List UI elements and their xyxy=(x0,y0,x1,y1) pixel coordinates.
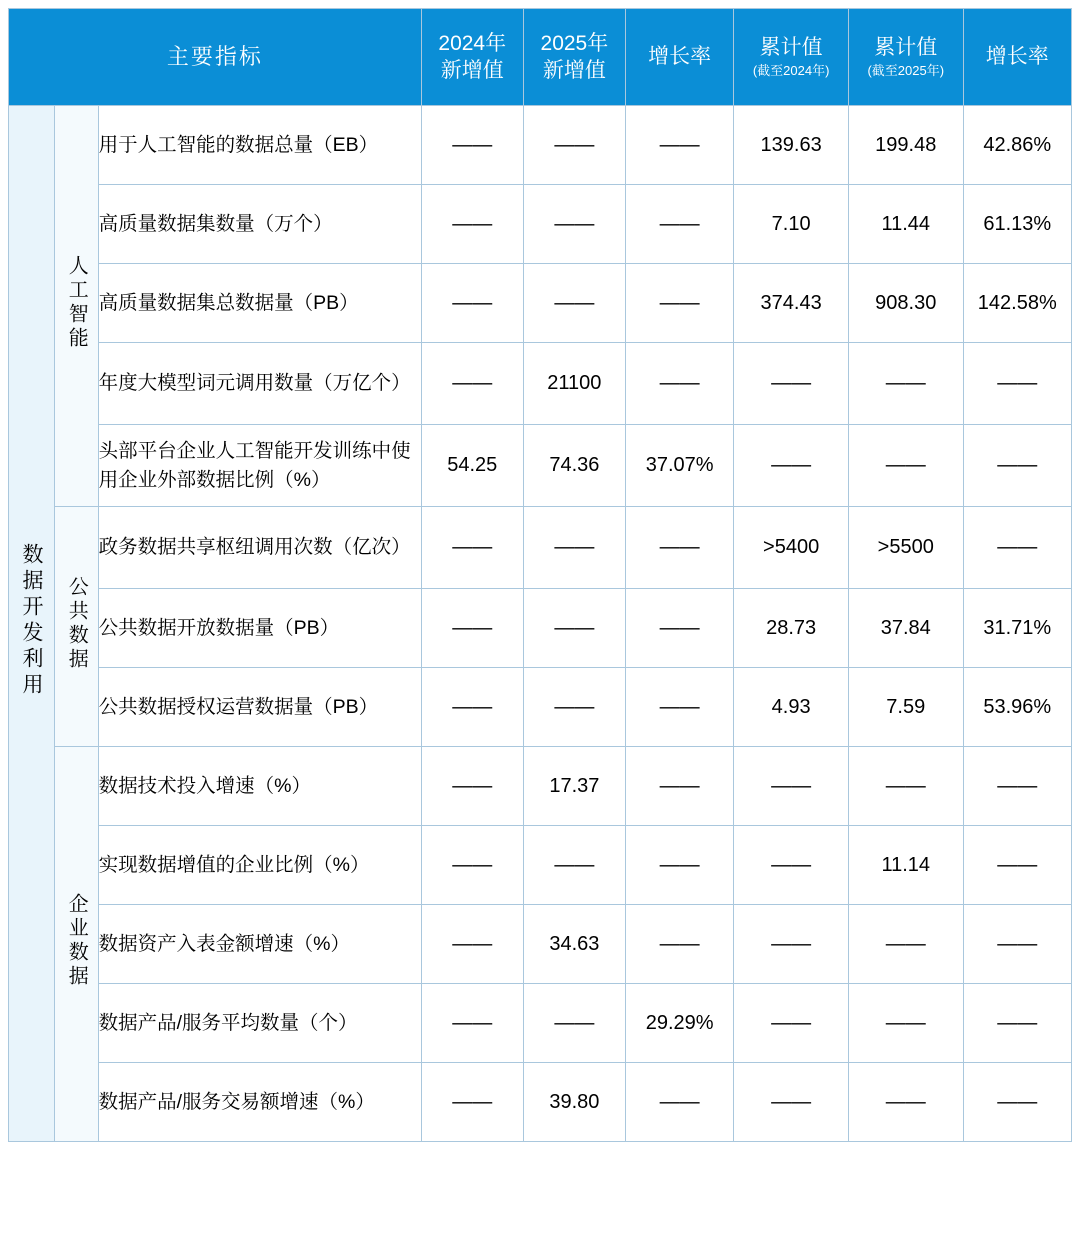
cell-growth-cumulative: —— xyxy=(963,425,1071,507)
cell-new-2024: —— xyxy=(421,984,523,1063)
cell-cumulative-2025: 11.44 xyxy=(848,185,963,264)
cell-new-2024: —— xyxy=(421,264,523,343)
cell-new-2024: —— xyxy=(421,747,523,826)
cell-cumulative-2025: —— xyxy=(848,747,963,826)
cell-cumulative-2025: 908.30 xyxy=(848,264,963,343)
cell-cumulative-2025: >5500 xyxy=(848,507,963,589)
table-row xyxy=(9,264,1072,343)
cell-new-2024: —— xyxy=(421,106,523,185)
header-new-2025-line2: 新增值 xyxy=(542,59,606,82)
cell-growth-new: —— xyxy=(625,905,733,984)
cell-cumulative-2024: —— xyxy=(734,747,849,826)
cell-cumulative-2024: 374.43 xyxy=(734,264,849,343)
cell-new-2025: —— xyxy=(523,507,625,589)
table-row xyxy=(9,343,1072,425)
cell-new-2024: 54.25 xyxy=(421,425,523,507)
cell-growth-cumulative: 61.13% xyxy=(963,185,1071,264)
header-new-2024-line1: 2024年 xyxy=(438,31,507,55)
header-row xyxy=(9,9,1072,106)
header-new-2024-line2: 新增值 xyxy=(440,59,504,82)
row-label: 数据产品/服务交易额增速（%） xyxy=(98,1063,421,1142)
table-header xyxy=(9,9,1072,106)
row-label: 数据资产入表金额增速（%） xyxy=(98,905,421,984)
data-development-utilization-table xyxy=(8,8,1072,1142)
table-row xyxy=(9,905,1072,984)
cell-growth-new: —— xyxy=(625,343,733,425)
table-row xyxy=(9,425,1072,507)
cell-new-2024: —— xyxy=(421,668,523,747)
cell-new-2025: 21100 xyxy=(523,343,625,425)
cell-growth-cumulative: —— xyxy=(963,1063,1071,1142)
cell-cumulative-2024: >5400 xyxy=(734,507,849,589)
cell-cumulative-2024: 28.73 xyxy=(734,589,849,668)
cell-cumulative-2025: —— xyxy=(848,1063,963,1142)
cell-growth-new: —— xyxy=(625,1063,733,1142)
cell-cumulative-2025: 7.59 xyxy=(848,668,963,747)
table-row xyxy=(9,589,1072,668)
row-label: 数据产品/服务平均数量（个） xyxy=(98,984,421,1063)
cell-growth-cumulative: 142.58% xyxy=(963,264,1071,343)
cell-new-2025: 17.37 xyxy=(523,747,625,826)
cell-new-2024: —— xyxy=(421,826,523,905)
cell-new-2025: 34.63 xyxy=(523,905,625,984)
table-row xyxy=(9,106,1072,185)
cell-new-2025: —— xyxy=(523,826,625,905)
cell-cumulative-2024: 139.63 xyxy=(734,106,849,185)
header-new-2025 xyxy=(523,9,625,106)
cell-cumulative-2025: —— xyxy=(848,984,963,1063)
row-label: 头部平台企业人工智能开发训练中使用企业外部数据比例（%） xyxy=(98,425,421,507)
header-cumulative-2025-line1: 累计值 xyxy=(874,35,938,59)
cell-cumulative-2025: —— xyxy=(848,905,963,984)
cell-cumulative-2024: 4.93 xyxy=(734,668,849,747)
cell-growth-cumulative: —— xyxy=(963,343,1071,425)
cell-cumulative-2025: —— xyxy=(848,425,963,507)
row-label: 政务数据共享枢纽调用次数（亿次） xyxy=(98,507,421,589)
group-label-public: 公共数据 xyxy=(65,575,88,672)
cell-growth-new: 37.07% xyxy=(625,425,733,507)
cell-growth-cumulative: 53.96% xyxy=(963,668,1071,747)
group-cell-data-development-utilization xyxy=(9,106,55,1142)
cell-growth-cumulative: —— xyxy=(963,984,1071,1063)
table-row xyxy=(9,1063,1072,1142)
group-label-outer: 数据开发利用 xyxy=(19,542,43,699)
row-label: 用于人工智能的数据总量（EB） xyxy=(98,106,421,185)
row-label: 实现数据增值的企业比例（%） xyxy=(98,826,421,905)
cell-growth-new: —— xyxy=(625,826,733,905)
cell-new-2025: 39.80 xyxy=(523,1063,625,1142)
group-label-enterprise: 企业数据 xyxy=(65,893,88,989)
cell-growth-new: —— xyxy=(625,747,733,826)
header-growth-rate-new: 增长率 xyxy=(625,9,733,106)
cell-new-2024: —— xyxy=(421,185,523,264)
cell-new-2024: —— xyxy=(421,589,523,668)
table-row xyxy=(9,507,1072,589)
cell-cumulative-2024: —— xyxy=(734,984,849,1063)
table-row xyxy=(9,984,1072,1063)
group-cell-enterprise-data xyxy=(54,747,98,1142)
cell-cumulative-2025: 37.84 xyxy=(848,589,963,668)
cell-new-2024: —— xyxy=(421,343,523,425)
cell-growth-new: —— xyxy=(625,589,733,668)
cell-growth-new: —— xyxy=(625,185,733,264)
row-label: 高质量数据集总数据量（PB） xyxy=(98,264,421,343)
cell-growth-new: —— xyxy=(625,668,733,747)
cell-cumulative-2024: —— xyxy=(734,826,849,905)
cell-cumulative-2024: —— xyxy=(734,905,849,984)
group-cell-artificial-intelligence xyxy=(54,106,98,507)
cell-new-2025: 74.36 xyxy=(523,425,625,507)
cell-new-2025: —— xyxy=(523,589,625,668)
cell-new-2024: —— xyxy=(421,1063,523,1142)
header-growth-rate-cumulative: 增长率 xyxy=(963,9,1071,106)
row-label: 高质量数据集数量（万个） xyxy=(98,185,421,264)
header-cumulative-2024-line1: 累计值 xyxy=(759,35,823,59)
row-label: 年度大模型词元调用数量（万亿个） xyxy=(98,343,421,425)
cell-growth-new: —— xyxy=(625,106,733,185)
row-label: 公共数据开放数据量（PB） xyxy=(98,589,421,668)
cell-new-2025: —— xyxy=(523,106,625,185)
header-cumulative-2024 xyxy=(734,9,849,106)
cell-cumulative-2025: 11.14 xyxy=(848,826,963,905)
table-body xyxy=(9,106,1072,1142)
cell-new-2024: —— xyxy=(421,905,523,984)
cell-growth-cumulative: 42.86% xyxy=(963,106,1071,185)
header-new-2024 xyxy=(421,9,523,106)
cell-new-2025: —— xyxy=(523,185,625,264)
cell-growth-cumulative: —— xyxy=(963,905,1071,984)
cell-new-2025: —— xyxy=(523,984,625,1063)
cell-growth-new: 29.29% xyxy=(625,984,733,1063)
cell-new-2025: —— xyxy=(523,264,625,343)
table-row xyxy=(9,668,1072,747)
header-main-indicator: 主要指标 xyxy=(9,9,422,106)
cell-growth-cumulative: —— xyxy=(963,826,1071,905)
table-row xyxy=(9,826,1072,905)
cell-growth-cumulative: 31.71% xyxy=(963,589,1071,668)
cell-cumulative-2024: 7.10 xyxy=(734,185,849,264)
row-label: 数据技术投入增速（%） xyxy=(98,747,421,826)
header-cumulative-2024-note: (截至2024年) xyxy=(752,63,830,79)
cell-new-2024: —— xyxy=(421,507,523,589)
cell-growth-cumulative: —— xyxy=(963,507,1071,589)
cell-cumulative-2024: —— xyxy=(734,1063,849,1142)
table-row xyxy=(9,747,1072,826)
cell-growth-cumulative: —— xyxy=(963,747,1071,826)
group-label-ai: 人工智能 xyxy=(65,255,88,351)
cell-cumulative-2024: —— xyxy=(734,425,849,507)
header-cumulative-2025 xyxy=(848,9,963,106)
cell-cumulative-2025: —— xyxy=(848,343,963,425)
header-cumulative-2025-note: (截至2025年) xyxy=(867,63,945,79)
cell-growth-new: —— xyxy=(625,264,733,343)
group-cell-public-data xyxy=(54,507,98,747)
header-new-2025-line1: 2025年 xyxy=(540,31,609,55)
cell-new-2025: —— xyxy=(523,668,625,747)
cell-growth-new: —— xyxy=(625,507,733,589)
cell-cumulative-2025: 199.48 xyxy=(848,106,963,185)
table-row xyxy=(9,185,1072,264)
cell-cumulative-2024: —— xyxy=(734,343,849,425)
row-label: 公共数据授权运营数据量（PB） xyxy=(98,668,421,747)
